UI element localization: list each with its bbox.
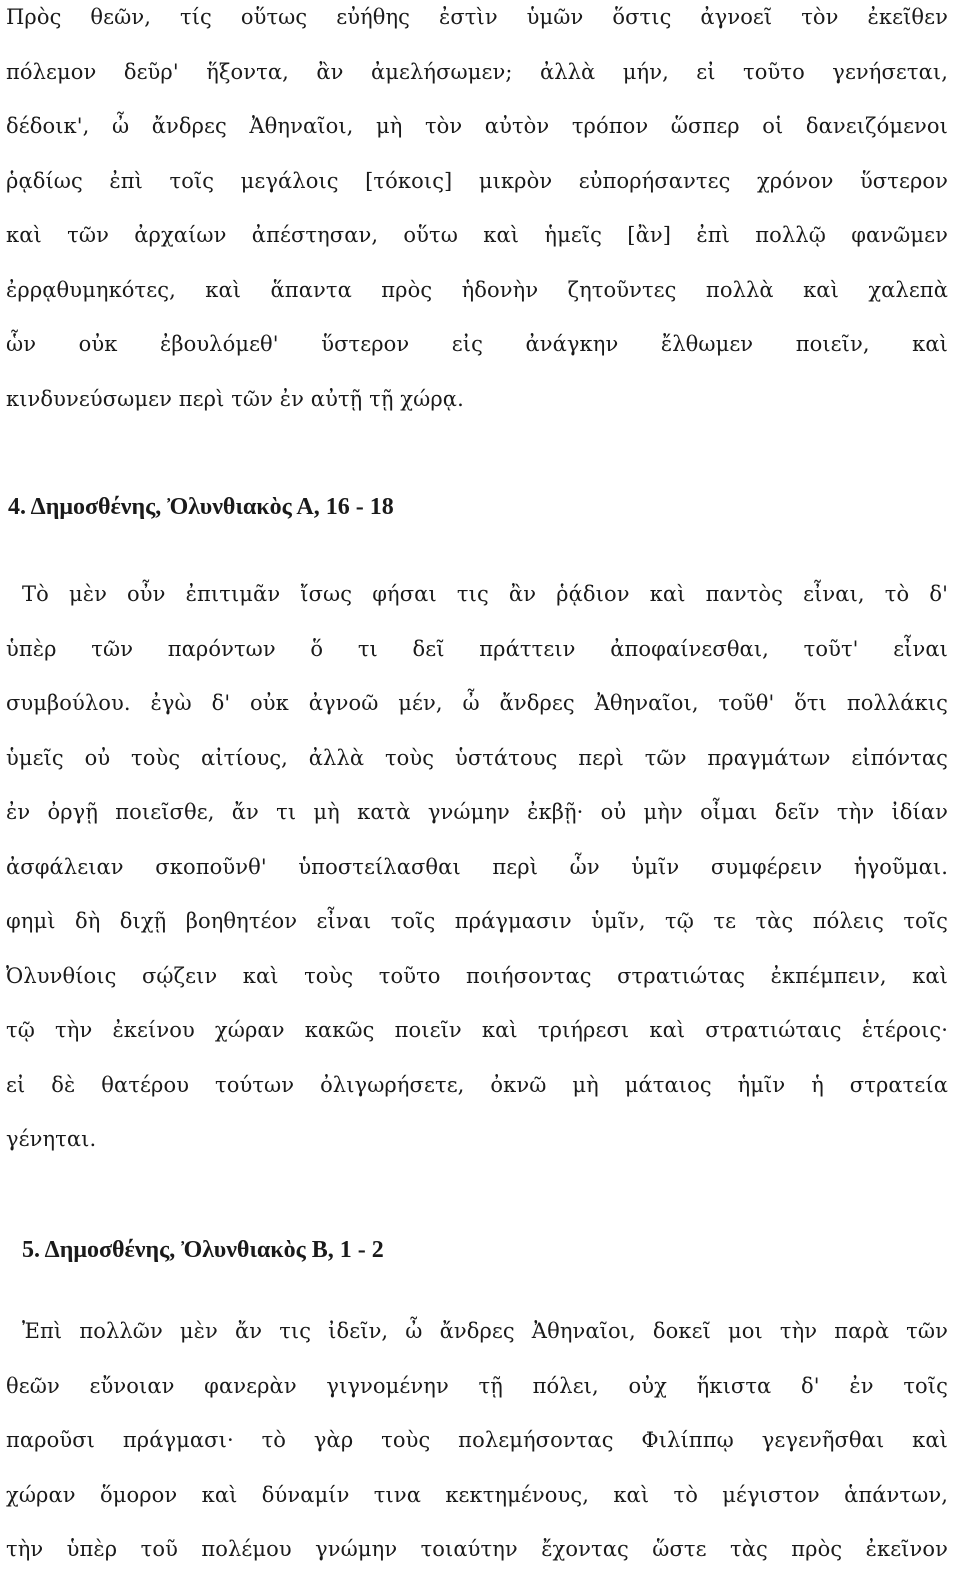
text-line: ἐρρᾳθυμηκότες, καὶ ἅπαντα πρὸς ἡδονὴν ζητοῦντες πολλὰ καὶ χαλεπὰ — [6, 277, 948, 302]
text-line: πόλεμον δεῦρ' ἥξοντα, ἂν ἀμελήσωμεν; ἀλλὰ μήν, εἰ τοῦτο γενήσεται, — [6, 59, 948, 84]
text-line: ὑμεῖς οὐ τοὺς αἰτίους, ἀλλὰ τοὺς ὑστάτους περὶ τῶν πραγμάτων εἰπόντας — [6, 745, 948, 770]
text-line: Πρὸς θεῶν, τίς οὕτως εὐήθης ἐστὶν ὑμῶν ὅστις ἀγνοεῖ τὸν ἐκεῖθεν — [6, 5, 948, 29]
text-line: Ὀλυνθίοις σῴζειν καὶ τοὺς τοῦτο ποιήσοντας στρατιώτας ἐκπέμπειν, καὶ — [6, 963, 948, 988]
section-heading-4: 4. Δημοσθένης, Ὀλυνθιακὸς Α, 16 - 18 — [8, 494, 394, 520]
section-heading-5: 5. Δημοσθένης, Ὀλυνθιακὸς Β, 1 - 2 — [22, 1237, 384, 1263]
text-line: παροῦσι πράγμασι· τὸ γὰρ τοὺς πολεμήσοντας Φιλίππῳ γεγενῆσθαι καὶ — [6, 1428, 948, 1452]
text-line: ἐν ὀργῇ ποιεῖσθε, ἄν τι μὴ κατὰ γνώμην ἐκβῇ· οὐ μὴν οἶμαι δεῖν τὴν ἰδίαν — [6, 800, 948, 824]
text-line: συμβούλου. ἐγὼ δ' οὐκ ἀγνοῶ μέν, ὦ ἄνδρες Ἀθηναῖοι, τοῦθ' ὅτι πολλάκις — [6, 691, 948, 715]
passage-4-text — [6, 567, 948, 1167]
text-line: ῥᾳδίως ἐπὶ τοῖς μεγάλοις [τόκοις] μικρὸν εὐπορήσαντες χρόνον ὕστερον — [6, 168, 948, 193]
text-line: Τὸ μὲν οὖν ἐπιτιμᾶν ἴσως φήσαι τις ἂν ῥᾴδιον καὶ παντὸς εἶναι, τὸ δ' — [22, 582, 948, 606]
text-line: θεῶν εὔνοιαν φανερὰν γιγνομένην τῇ πόλει, οὐχ ἥκιστα δ' ἐν τοῖς — [6, 1373, 948, 1398]
text-line: ἀσφάλειαν σκοποῦνθ' ὑποστείλασθαι περὶ ὧν ὑμῖν συμφέρειν ἡγοῦμαι. — [6, 854, 948, 879]
text-line: γένηται. — [6, 1127, 97, 1151]
text-line: ὧν οὐκ ἐβουλόμεθ' ὕστερον εἰς ἀνάγκην ἔλθωμεν ποιεῖν, καὶ — [6, 332, 948, 356]
text-line: ὑπὲρ τῶν παρόντων ὅ τι δεῖ πράττειν ἀποφαίνεσθαι, τοῦτ' εἶναι — [6, 636, 948, 661]
text-line: τῷ τὴν ἐκείνου χώραν κακῶς ποιεῖν καὶ τριήρεσι καὶ στρατιώταις ἑτέροις· — [6, 1018, 948, 1042]
text-line: φημὶ δὴ διχῇ βοηθητέον εἶναι τοῖς πράγμασιν ὑμῖν, τῷ τε τὰς πόλεις τοῖς — [6, 909, 948, 933]
text-line: καὶ τῶν ἀρχαίων ἀπέστησαν, οὕτω καὶ ἡμεῖς [ἂν] ἐπὶ πολλῷ φανῶμεν — [6, 223, 948, 247]
text-line: δέδοικ', ὦ ἄνδρες Ἀθηναῖοι, μὴ τὸν αὐτὸν τρόπον ὥσπερ οἱ δανειζόμενοι — [6, 114, 948, 138]
passage-5-text — [6, 1304, 948, 1577]
text-line: εἰ δὲ θατέρου τούτων ὀλιγωρήσετε, ὀκνῶ μὴ μάταιος ἡμῖν ἡ στρατεία — [6, 1072, 948, 1097]
text-line: τὴν ὑπὲρ τοῦ πολέμου γνώμην τοιαύτην ἔχοντας ὥστε τὰς πρὸς ἐκεῖνον — [6, 1537, 948, 1561]
text-line: χώραν ὅμορον καὶ δύναμίν τινα κεκτημένους, καὶ τὸ μέγιστον ἁπάντων, — [6, 1482, 948, 1507]
text-line: κινδυνεύσωμεν περὶ τῶν ἐν αὐτῇ τῇ χώρᾳ. — [6, 386, 464, 411]
passage-3-text — [6, 0, 948, 426]
text-line: Ἐπὶ πολλῶν μὲν ἄν τις ἰδεῖν, ὦ ἄνδρες Ἀθηναῖοι, δοκεῖ μοι τὴν παρὰ τῶν — [22, 1319, 948, 1343]
